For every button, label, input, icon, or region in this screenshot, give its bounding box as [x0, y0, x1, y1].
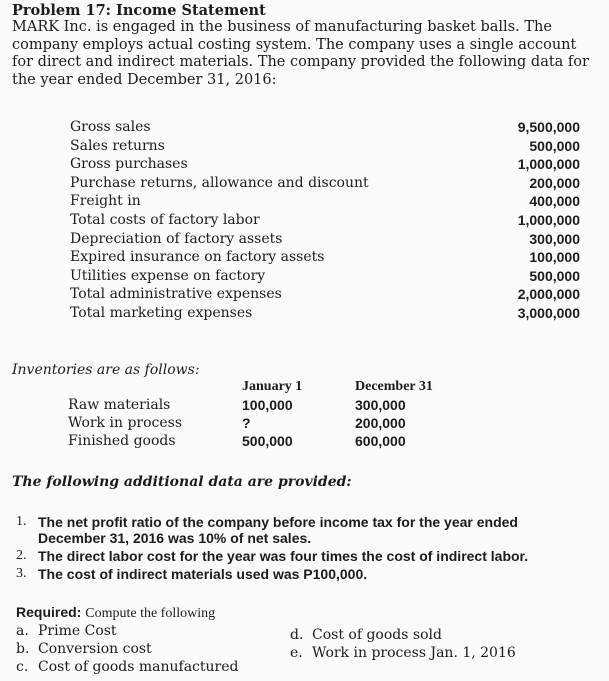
item-text: Prime Cost: [38, 623, 117, 639]
item-key: e.: [290, 645, 303, 661]
item-value: 100,000: [529, 249, 580, 266]
item-value: 300,000: [529, 230, 580, 247]
data-item: [70, 248, 580, 267]
item-value: 3,000,000: [517, 304, 580, 321]
col-december: December 31: [355, 379, 433, 394]
item-number: 2.: [16, 548, 27, 563]
item-text: Cost of goods sold: [312, 627, 442, 643]
intro-paragraph: [12, 19, 594, 89]
item-value: 500,000: [529, 137, 580, 154]
item-key: c.: [16, 659, 29, 675]
list-item: [16, 640, 238, 658]
list-item: [16, 514, 582, 546]
item-value: 2,000,000: [517, 286, 580, 303]
required-section: [16, 604, 238, 676]
data-item: [70, 304, 580, 323]
item-value: 1,000,000: [517, 156, 580, 173]
data-item: [70, 174, 580, 193]
row-label: Raw materials: [68, 397, 171, 413]
data-item: [70, 267, 580, 286]
item-number: 1.: [16, 514, 27, 529]
item-text: Conversion cost: [38, 641, 152, 657]
jan-value: 500,000: [242, 433, 293, 449]
required-instruction: Compute the following: [85, 606, 216, 621]
intro-line: MARK Inc. is engaged in the business of manufacturing basket balls. The: [12, 19, 552, 35]
inventories-heading: Inventories are as follows:: [12, 362, 200, 378]
item-text: The net profit ratio of the company before income tax for the year ended December 31, 2016 was 10% of net sales.: [38, 514, 518, 546]
required-right-column: [290, 626, 516, 662]
item-value: 9,500,000: [517, 119, 580, 135]
intro-line: company employs actual costing system. The company uses a single account: [12, 36, 577, 53]
table-row: [68, 414, 485, 432]
item-value: 200,000: [529, 174, 580, 191]
data-item: [70, 285, 580, 304]
item-key: a.: [16, 623, 29, 639]
item-label: Freight in: [70, 193, 141, 210]
item-label: Gross purchases: [70, 156, 188, 173]
item-label: Total costs of factory labor: [70, 211, 260, 228]
intro-line: the year ended December 31, 2016:: [12, 71, 277, 88]
item-value: 400,000: [529, 193, 580, 210]
item-value: 1,000,000: [517, 211, 580, 228]
item-label: Total administrative expenses: [70, 286, 282, 303]
data-item: [70, 211, 580, 230]
inventories-header-row: [68, 378, 485, 396]
table-row: [68, 432, 485, 450]
dec-value: 600,000: [355, 433, 406, 449]
item-label: Gross sales: [70, 119, 151, 135]
required-heading: [16, 604, 238, 622]
item-text: The direct labor cost for the year was four times the cost of indirect labor.: [38, 548, 529, 564]
jan-value: ?: [242, 415, 251, 431]
header-blank: [68, 378, 242, 396]
item-number: 3.: [16, 566, 27, 581]
data-item: [70, 137, 580, 156]
data-items-list: [70, 118, 580, 323]
item-key: b.: [16, 641, 30, 657]
item-key: d.: [290, 627, 304, 643]
list-item: [16, 622, 238, 640]
additional-data-list: [16, 514, 582, 584]
intro-line: for direct and indirect materials. The company provided the following data for: [12, 54, 589, 70]
col-january: January 1: [242, 379, 303, 394]
list-item: [16, 658, 238, 676]
row-label: Finished goods: [68, 433, 176, 449]
problem-title: Problem 17: Income Statement: [12, 2, 266, 19]
inventories-table: [68, 378, 485, 450]
data-item: [70, 230, 580, 249]
list-item: [16, 566, 582, 582]
item-label: Sales returns: [70, 137, 165, 154]
table-row: [68, 396, 485, 414]
additional-data-heading: The following additional data are provided:: [12, 474, 352, 490]
item-text: Work in process Jan. 1, 2016: [312, 645, 516, 661]
dec-value: 200,000: [355, 415, 406, 431]
data-item: [70, 155, 580, 174]
item-label: Total marketing expenses: [70, 304, 253, 321]
row-label: Work in process: [68, 415, 183, 431]
list-item: [290, 626, 516, 644]
item-label: Utilities expense on factory: [70, 267, 266, 284]
item-value: 500,000: [529, 267, 580, 284]
item-label: Expired insurance on factory assets: [70, 249, 325, 266]
item-text: Cost of goods manufactured: [38, 659, 239, 675]
list-item: [290, 644, 516, 662]
item-text: The cost of indirect materials used was P100,000.: [38, 566, 368, 582]
data-item: [70, 118, 580, 137]
list-item: [16, 548, 582, 564]
required-label: Required:: [16, 604, 82, 620]
data-item: [70, 192, 580, 211]
jan-value: 100,000: [242, 397, 293, 413]
item-label: Depreciation of factory assets: [70, 230, 283, 247]
dec-value: 300,000: [355, 397, 406, 413]
item-label: Purchase returns, allowance and discount: [70, 174, 369, 191]
